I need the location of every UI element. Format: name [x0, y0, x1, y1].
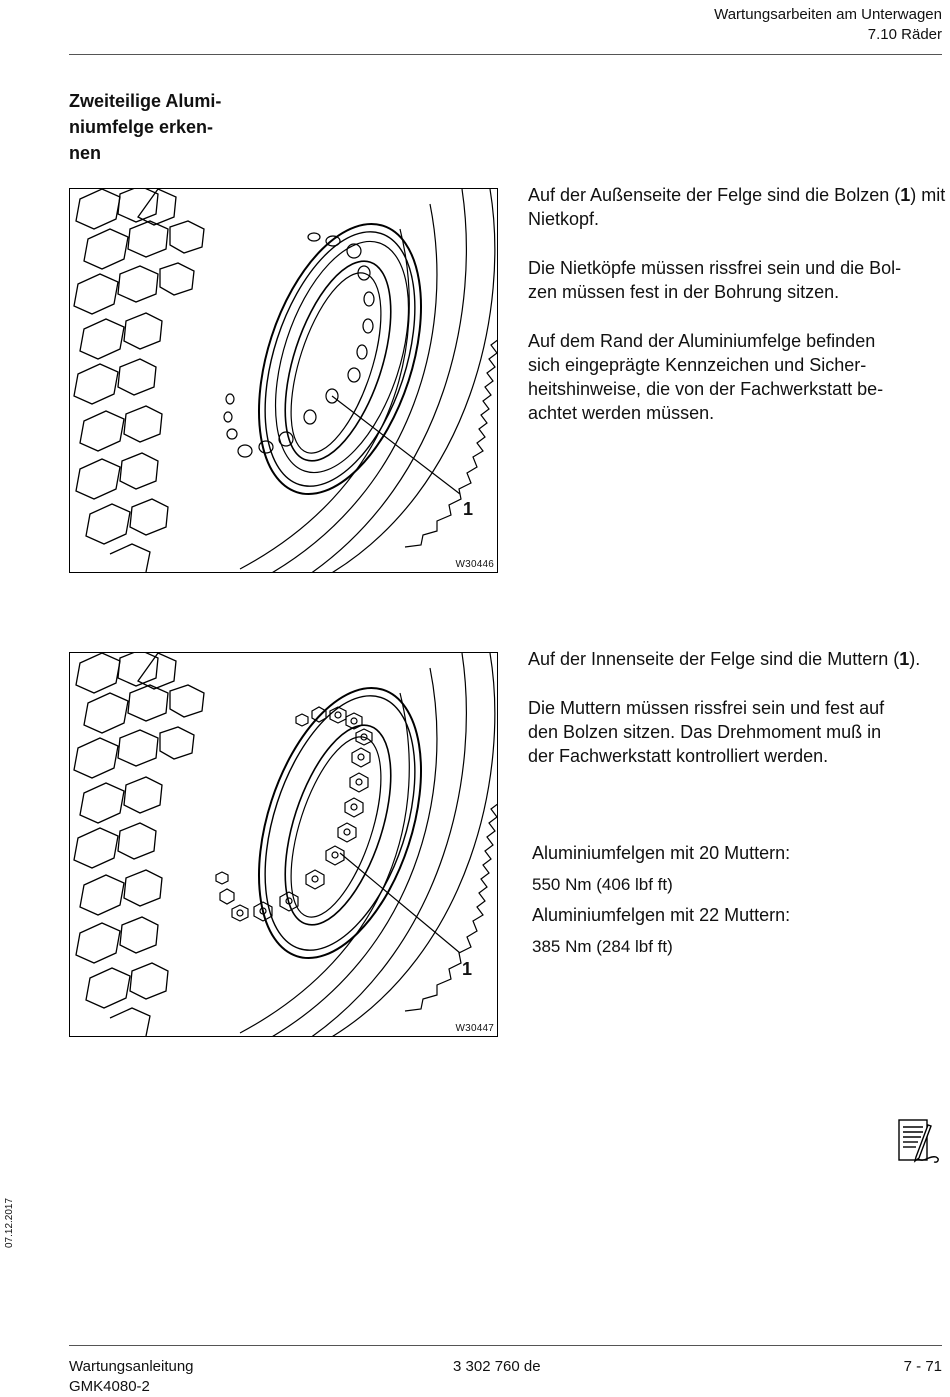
- paragraph: Auf der Außenseite der Felge sind die Bolzen (1) mit Nietkopf.: [528, 185, 946, 229]
- running-header: [714, 5, 942, 45]
- footer-document-number: 3 302 760 de: [453, 1358, 541, 1375]
- figure-callout-1: 1: [462, 959, 473, 979]
- section-title-line: nen: [69, 143, 102, 163]
- footer-page-number: 7 - 71: [903, 1358, 942, 1375]
- header-section: 7.10 Räder: [867, 26, 942, 43]
- torque-value-20-nuts: 550 Nm (406 lbf ft): [532, 875, 673, 894]
- section-title: [69, 88, 249, 166]
- footer-manual-title: Wartungsanleitung: [69, 1358, 194, 1375]
- torque-label-20-nuts: Aluminiumfelgen mit 20 Muttern:: [532, 843, 791, 863]
- text-block-outer-side: [528, 183, 946, 450]
- paragraph: Die Muttern müssen rissfrei sein und fest auf den Bolzen sitzen. Das Drehmoment muß in der Fachwerkstatt kontrolliert werden.: [528, 698, 885, 766]
- torque-label-22-nuts: Aluminiumfelgen mit 22 Muttern:: [532, 905, 791, 925]
- figure-id: W30446: [455, 559, 494, 570]
- section-title-line: niumfelge erken-: [69, 117, 214, 137]
- paragraph: Die Nietköpfe müssen rissfrei sein und die Bol- zen müssen fest in der Bohrung sitzen.: [528, 258, 902, 302]
- section-title-line: Zweiteilige Alumi-: [69, 91, 222, 111]
- figure-callout-1: 1: [463, 499, 474, 519]
- paragraph: Auf der Innenseite der Felge sind die Muttern (1).: [528, 649, 921, 669]
- text-block-inner-side: [528, 647, 946, 793]
- paragraph: Auf dem Rand der Aluminiumfelge befinden sich eingeprägte Kennzeichen und Sicher- heitshinweise, die von der Fachwerkstatt be- achtet werden müssen.: [528, 331, 884, 423]
- header-rule: [69, 54, 942, 55]
- wheel-outer-drawing: [70, 189, 498, 573]
- header-chapter: Wartungsarbeiten am Unterwagen: [714, 6, 942, 23]
- torque-value-22-nuts: 385 Nm (284 lbf ft): [532, 937, 673, 956]
- notes-manual-icon: [896, 1117, 942, 1165]
- figure-rim-inner-side: [69, 652, 498, 1037]
- notes-manual-icon-graphic: [896, 1117, 942, 1165]
- figure-rim-outer-side: [69, 188, 498, 573]
- wheel-inner-drawing: [70, 653, 498, 1037]
- footer-left: [69, 1357, 194, 1397]
- figure-id: W30447: [455, 1023, 494, 1034]
- margin-date: 07.12.2017: [4, 1197, 15, 1248]
- footer-model: GMK4080-2: [69, 1378, 150, 1395]
- torque-specifications: [532, 838, 932, 962]
- footer-rule: [69, 1345, 942, 1346]
